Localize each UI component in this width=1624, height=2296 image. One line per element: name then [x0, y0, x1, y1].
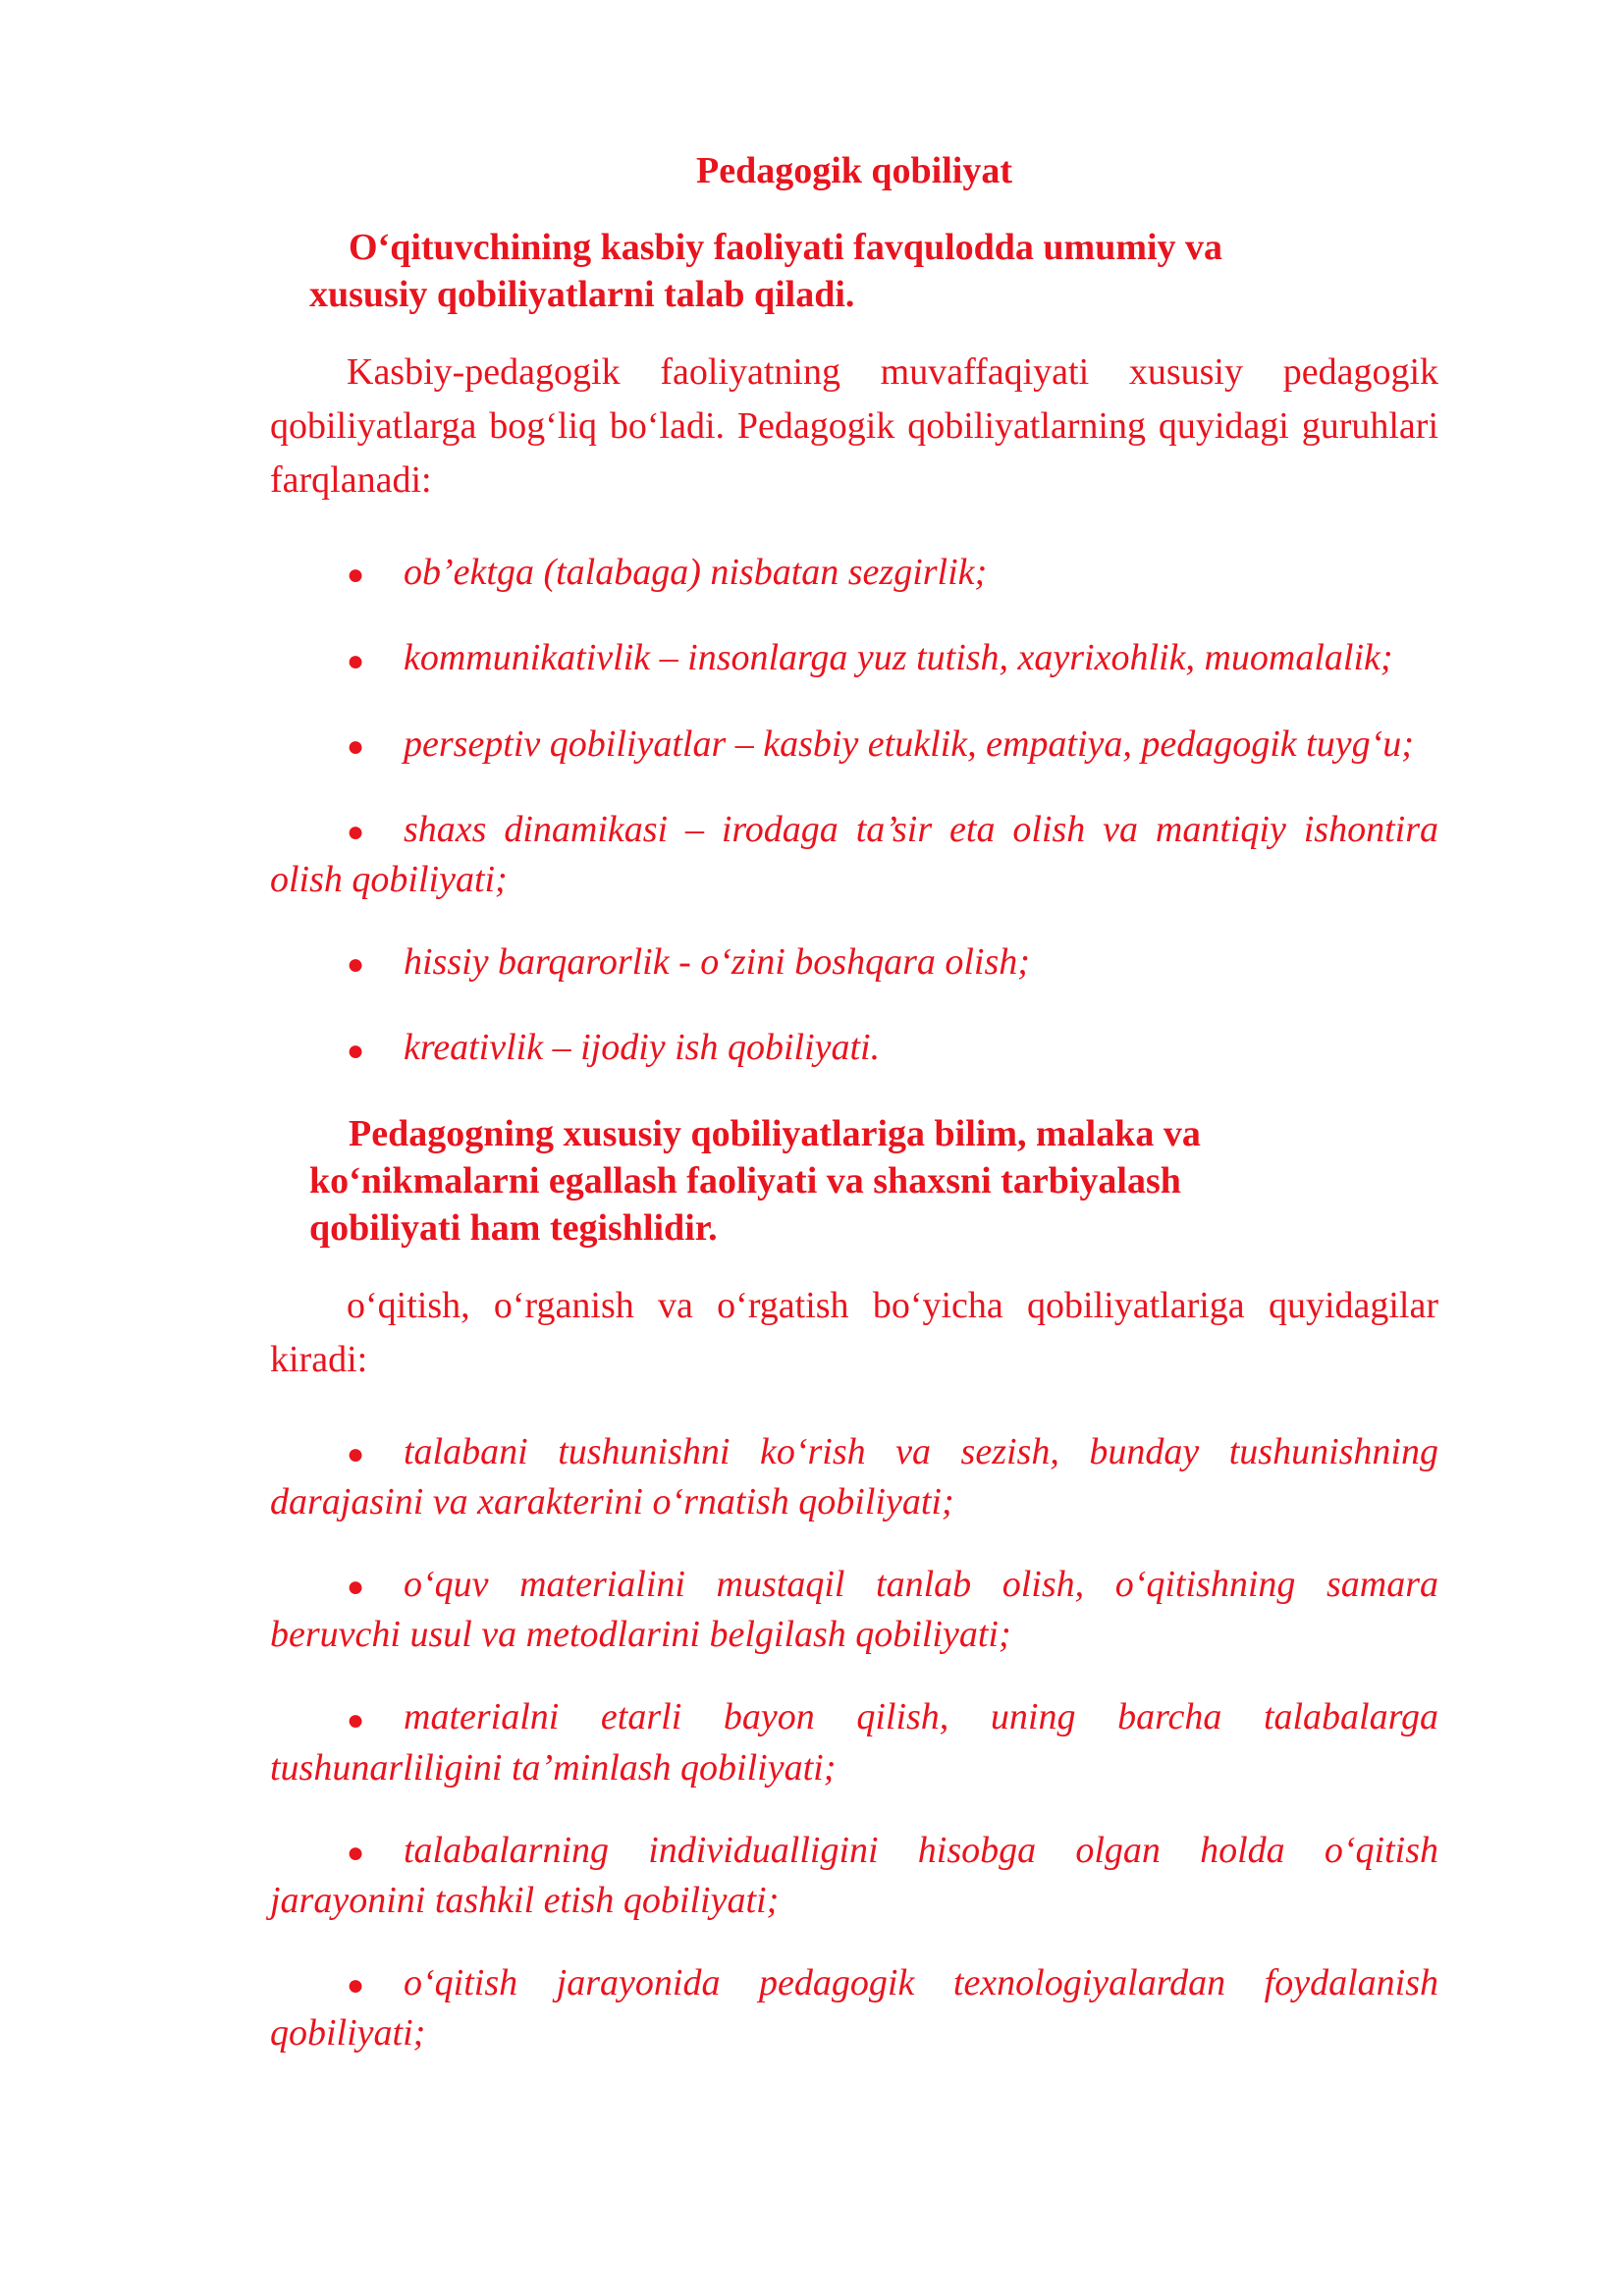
bullet-icon: ● [347, 559, 365, 592]
list-item-text: kommunikativlik – insonlarga yuz tutish, xayrixohlik, muomalalik; [404, 637, 1393, 679]
list-item [270, 1959, 1438, 2056]
mid-bold-paragraph: Pedagogning xususiy qobiliyatlariga bilim, malaka va ko‘nikmalarni egallash faoliyati va shaxsni tarbiyalash qobiliyati ham tegishlidir. [309, 1112, 1201, 1249]
bullet-icon: ● [347, 1703, 365, 1736]
bullet-icon: ● [347, 948, 365, 982]
list-item-text: o‘qitish jarayonida pedagogik texnologiyalardan foydalanish qobiliyati; [270, 1961, 1438, 2055]
list-item-text: o‘quv materialini mustaqil tanlab olish, o‘qitishning samara beruvchi usul va metodlarini belgilash qobiliyati; [270, 1563, 1438, 1656]
list-item [270, 549, 1438, 599]
bullet-icon: ● [347, 1437, 365, 1470]
list-item-text: shaxs dinamikasi – irodaga ta’sir eta olish va mantiqiy ishontira olish qobiliyati; [270, 808, 1438, 901]
list-item [270, 721, 1438, 771]
list-item [270, 938, 1438, 988]
list-item [270, 634, 1438, 684]
bullet-icon: ● [347, 1836, 365, 1869]
bullet-icon: ● [347, 816, 365, 849]
bullet-icon: ● [347, 1034, 365, 1067]
bullet-icon: ● [347, 1969, 365, 2002]
paragraph-2: o‘qitish, o‘rganish va o‘rgatish bo‘yicha qobiliyatlariga quyidagilar kiradi: [270, 1284, 1438, 1380]
list-item [270, 806, 1438, 903]
document-page [270, 147, 1438, 2092]
teaching-abilities-list [270, 1428, 1438, 2056]
list-item-text: hissiy barqarorlik - o‘zini boshqara olish; [404, 941, 1030, 984]
list-item [270, 1827, 1438, 1924]
bullet-icon: ● [347, 1571, 365, 1604]
list-item [270, 1693, 1438, 1790]
list-item-text: talabani tushunishni ko‘rish va sezish, bunday tushunishning darajasini va xarakterini o‘rnatish qobiliyati; [270, 1430, 1438, 1522]
bullet-icon: ● [347, 644, 365, 677]
intro-bold-paragraph: O‘qituvchining kasbiy faoliyati favqulodda umumiy va xususiy qobiliyatlarni talab qiladi. [309, 227, 1223, 315]
list-item [270, 1561, 1438, 1658]
list-item-text: ob’ektga (talabaga) nisbatan sezgirlik; [404, 552, 988, 593]
list-item-text: kreativlik – ijodiy ish qobiliyati. [404, 1027, 881, 1069]
ability-groups-list [270, 549, 1438, 1075]
bullet-icon: ● [347, 729, 365, 763]
page-title: Pedagogik qobiliyat [696, 150, 1012, 191]
list-item-text: materialni etarli bayon qilish, uning barcha talabalarga tushunarliligini ta’minlash qobiliyati; [270, 1696, 1438, 1789]
list-item [270, 1428, 1438, 1525]
list-item-text: talabalarning individualligini hisobga olgan holda o‘qitish jarayonini tashkil etish qobiliyati; [270, 1829, 1438, 1921]
list-item [270, 1024, 1438, 1074]
paragraph-1: Kasbiy-pedagogik faoliyatning muvaffaqiyati xususiy pedagogik qobiliyatlarga bog‘liq bo‘ladi. Pedagogik qobiliyatlarning quyidagi guruhlari farqlanadi: [270, 351, 1438, 501]
list-item-text: perseptiv qobiliyatlar – kasbiy etuklik, empatiya, pedagogik tuyg‘u; [404, 722, 1414, 765]
